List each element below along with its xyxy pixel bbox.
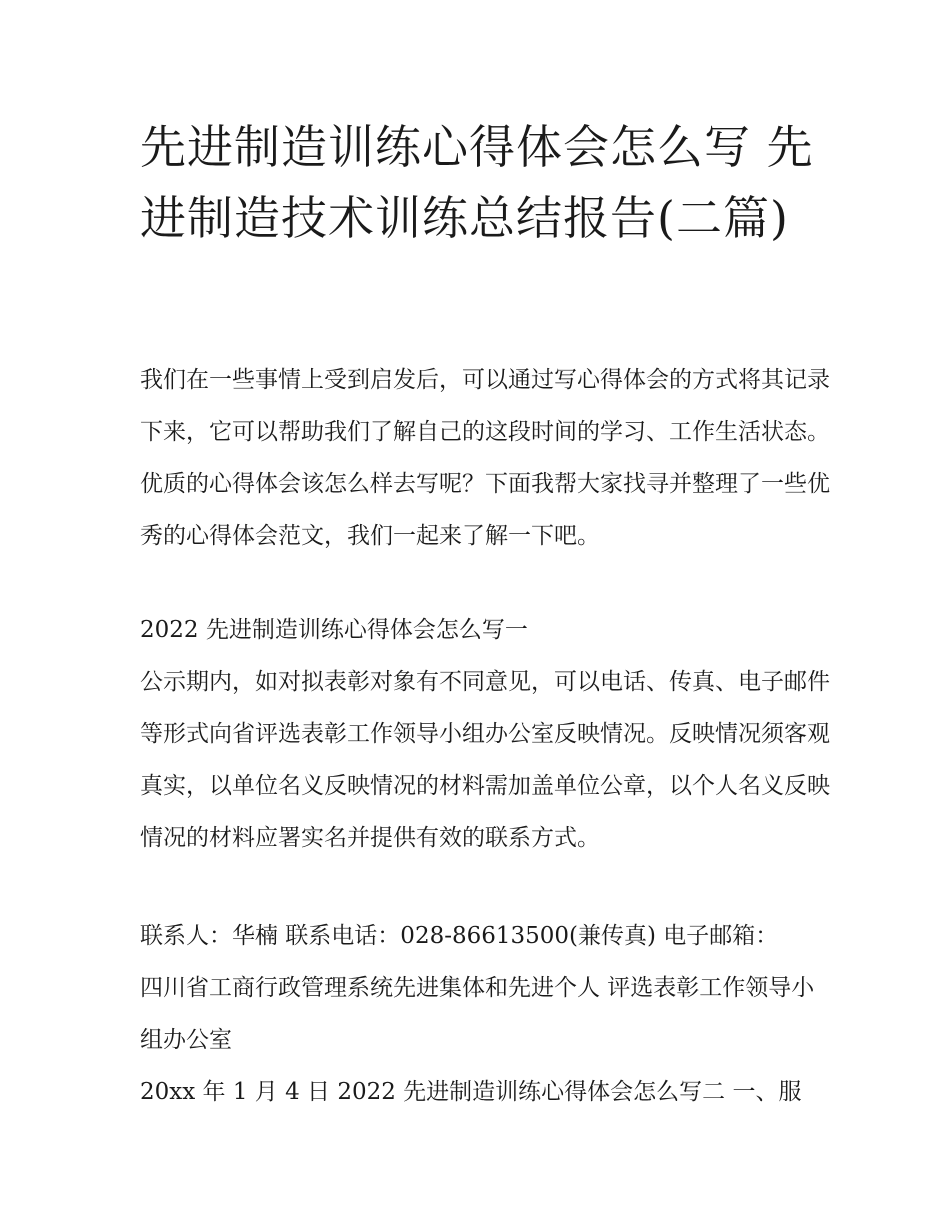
contact-line: 联系人：华楠 联系电话：028-86613500(兼传真) 电子邮箱： — [140, 923, 779, 949]
section-heading-1: 2022 先进制造训练心得体会怎么写一 — [140, 617, 528, 643]
intro-paragraph: 我们在一些事情上受到启发后，可以通过写心得体会的方式将其记录下来，它可以帮助我们了解自己的这段时间的学习、工作生活状态。优质的心得体会该怎么样去写呢？下面我帮大家找寻并整理了一些优秀的心得体会范文，我们一起来了解一下吧。 — [140, 367, 830, 549]
document-title: 先进制造训练心得体会怎么写 先进制造技术训练总结报告(二篇) — [140, 120, 814, 245]
date-line: 20xx 年 1 月 4 日 2022 先进制造训练心得体会怎么写二 一、服 — [140, 1079, 802, 1105]
organization-line: 四川省工商行政管理系统先进集体和先进个人 评选表彰工作领导小组办公室 — [140, 975, 815, 1053]
section-paragraph-1: 公示期内，如对拟表彰对象有不同意见，可以电话、传真、电子邮件等形式向省评选表彰工作领导小组办公室反映情况。反映情况须客观真实，以单位名义反映情况的材料需加盖单位公章，以个人名义反映情况的材料应署实名并提供有效的联系方式。 — [140, 669, 830, 851]
